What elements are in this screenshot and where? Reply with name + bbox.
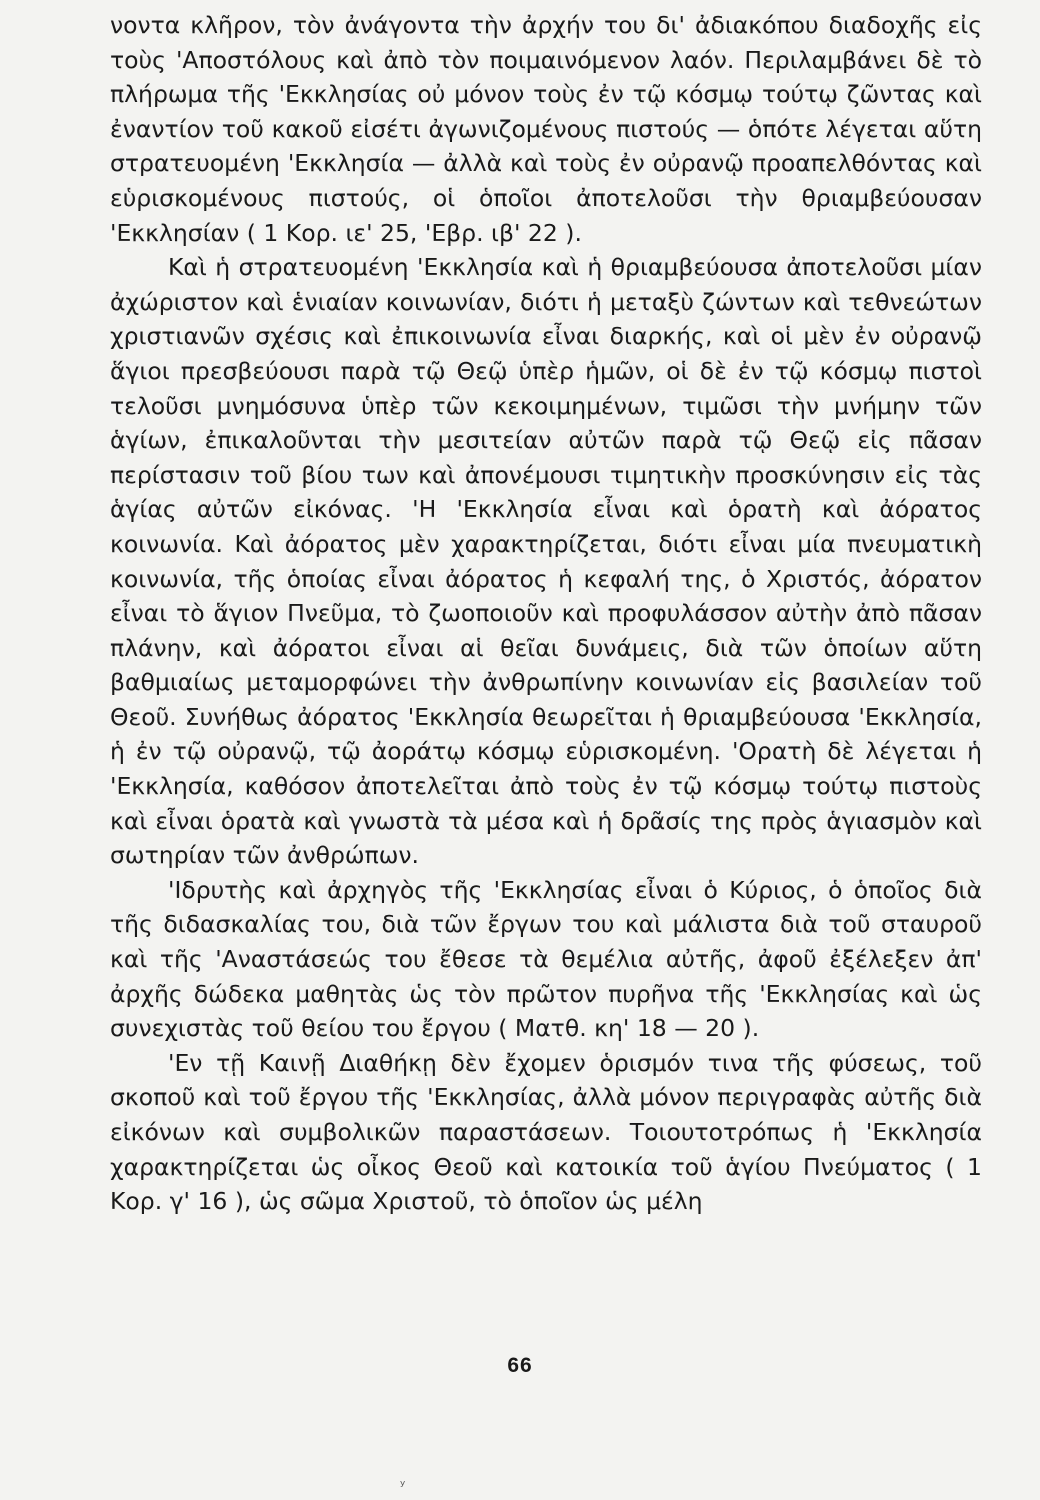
paragraph-1: νοντα κλῆρον, τὸν ἀνάγοντα τὴν ἀρχήν του δι' ἀδιακόπου διαδοχῆς εἰς τοὺς 'Αποστόλους καὶ ἀπὸ τὸν ποιμαινόμενον λαόν. Περιλαμβάνει δὲ τὸ πλήρωμα τῆς 'Εκκλησίας οὐ μόνον τοὺς ἐν τῷ κόσμῳ τούτῳ ζῶντας καὶ ἐναντίον τοῦ κακοῦ εἰσέτι ἀγωνιζομένους πιστούς — ὁπότε λέγεται αὕτη στρατευομένη 'Εκκλησία — ἀλλὰ καὶ τοὺς ἐν οὐρανῷ προαπελθόντας καὶ εὑρισκομένους πιστούς, οἱ ὁποῖοι ἀποτελοῦσι τὴν θριαμβεύουσαν 'Εκκλησίαν ( 1 Κορ. ιε' 25, 'Εβρ. ιβ' 22 ). — [110, 11, 982, 247]
page-body — [110, 8, 982, 1219]
scan-speck: ʸ — [400, 1478, 406, 1494]
paragraph-3: 'Ιδρυτὴς καὶ ἀρχηγὸς τῆς 'Εκκλησίας εἶναι ὁ Κύριος, ὁ ὁποῖος διὰ τῆς διδασκαλίας του, διὰ τῶν ἔργων του καὶ μάλιστα διὰ τοῦ σταυροῦ καὶ τῆς 'Αναστάσεώς του ἔθεσε τὰ θεμέλια αὐτῆς, ἀφοῦ ἐξέλεξεν ἀπ' ἀρχῆς δώδεκα μαθητὰς ὡς τὸν πρῶτον πυρῆνα τῆς 'Εκκλησίας καὶ ὡς συνεχιστὰς τοῦ θείου του ἔργου ( Ματθ. κη' 18 — 20 ). — [110, 875, 982, 1043]
paragraph-2: Καὶ ἡ στρατευομένη 'Εκκλησία καὶ ἡ θριαμβεύουσα ἀποτελοῦσι μίαν ἀχώριστον καὶ ἑνιαίαν κοινωνίαν, διότι ἡ μεταξὺ ζώντων καὶ τεθνεώτων χριστιανῶν σχέσις καὶ ἐπικοινωνία εἶναι διαρκής, καὶ οἱ μὲν ἐν οὐρανῷ ἅγιοι πρεσβεύουσι παρὰ τῷ Θεῷ ὑπὲρ ἡμῶν, οἱ δὲ ἐν τῷ κόσμῳ πιστοὶ τελοῦσι μνημόσυνα ὑπὲρ τῶν κεκοιμημένων, τιμῶσι τὴν μνήμην τῶν ἁγίων, ἐπικαλοῦνται τὴν μεσιτείαν αὐτῶν παρὰ τῷ Θεῷ εἰς πᾶσαν περίστασιν τοῦ βίου των καὶ ἀπονέμουσι τιμητικὴν προσκύνησιν εἰς τὰς ἁγίας αὐτῶν εἰκόνας. 'Η 'Εκκλησία εἶναι καὶ ὁρατὴ καὶ ἀόρατος κοινωνία. Καὶ ἀόρατος μὲν χαρακτηρίζεται, διότι εἶναι μία πνευματικὴ κοινωνία, τῆς ὁποίας εἶναι ἀόρατος ἡ κεφαλή της, ὁ Χριστός, ἀόρατον εἶναι τὸ ἅγιον Πνεῦμα, τὸ ζωοποιοῦν καὶ προφυλάσσον αὐτὴν ἀπὸ πᾶσαν πλάνην, καὶ ἀόρατοι εἶναι αἱ θεῖαι δυνάμεις, διὰ τῶν ὁποίων αὕτη βαθμιαίως μεταμορφώνει τὴν ἀνθρωπίνην κοινωνίαν εἰς βασιλείαν τοῦ Θεοῦ. Συνήθως ἀόρατος 'Εκκλησία θεωρεῖται ἡ θριαμβεύουσα 'Εκκλησία, ἡ ἐν τῷ οὐρανῷ, τῷ ἀοράτῳ κόσμῳ εὑρισκομένη. 'Ορατὴ δὲ λέγεται ἡ 'Εκκλησία, καθόσον ἀποτελεῖται ἀπὸ τοὺς ἐν τῷ κόσμῳ τούτῳ πιστοὺς καὶ εἶναι ὁρατὰ καὶ γνωστὰ τὰ μέσα καὶ ἡ δρᾶσίς της πρὸς ἁγιασμὸν καὶ σωτηρίαν τῶν ἀνθρώπων. — [110, 253, 982, 870]
page-number: 66 — [507, 1354, 533, 1377]
paragraph-4: 'Εν τῇ Καινῇ Διαθήκῃ δὲν ἔχομεν ὁρισμόν τινα τῆς φύσεως, τοῦ σκοποῦ καὶ τοῦ ἔργου τῆς 'Εκκλησίας, ἀλλὰ μόνον περιγραφὰς αὐτῆς διὰ εἰκόνων καὶ συμβολικῶν παραστάσεων. Τοιουτοτρόπως ἡ 'Εκκλησία χαρακτηρίζεται ὡς οἶκος Θεοῦ καὶ κατοικία τοῦ ἁγίου Πνεύματος ( 1 Κορ. γ' 16 ), ὡς σῶμα Χριστοῦ, τὸ ὁποῖον ὡς μέλη — [110, 1048, 982, 1216]
